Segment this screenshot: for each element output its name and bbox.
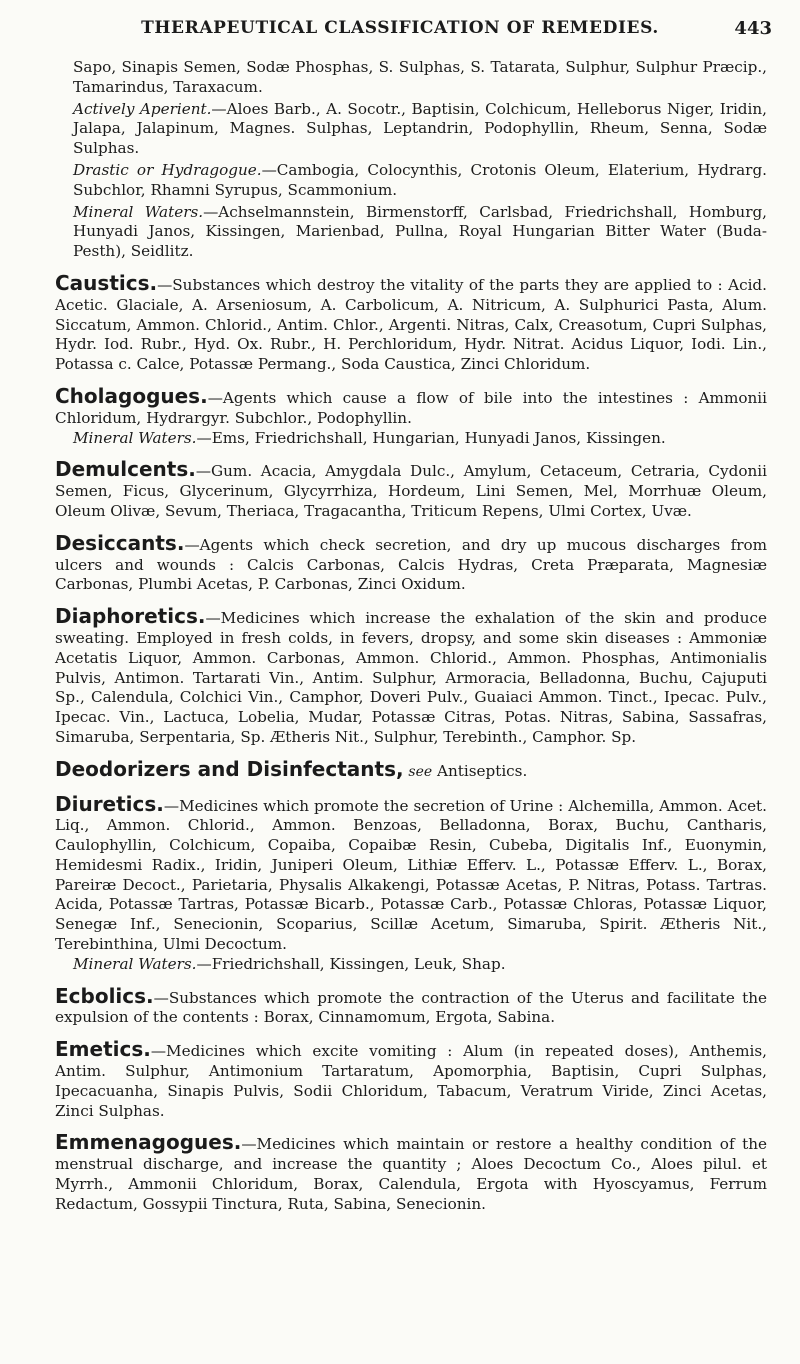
subsection-label: Mineral Waters. <box>73 202 204 221</box>
subsection-label: Mineral Waters. <box>73 954 197 973</box>
body-text <box>55 58 767 1215</box>
continuation-text: Sapo, Sinapis Semen, Sodæ Phosphas, S. Sulphas, S. Tatarata, Sulphur, Sulphur Præcip., Tamarindus, Taraxacum. <box>73 58 767 96</box>
entry-heading: Diuretics. <box>55 791 164 816</box>
subsection-text: —Achselmannstein, Birmenstorff, Carlsbad, Friedrichshall, Homburg, Hunyadi Janos, Kissingen, Marienbad, Pullna, Royal Hungarian Bitter Water (Buda-Pesth), Seidlitz. <box>73 202 768 261</box>
entry-caustics <box>55 270 767 375</box>
subsection-label: Actively Aperient. <box>73 99 212 118</box>
subsection-text: —Cambogia, Colocynthis, Crotonis Oleum, Elaterium, Hydrarg. Subchlor, Rhamni Syrupus, Scammonium. <box>73 160 767 199</box>
cross-reference-link: Antiseptics. <box>437 761 528 780</box>
entry-text: —Medicines which maintain or restore a healthy condition of the menstrual discharge, and increase the quantity ; Aloes Decoctum Co., Aloes pilul. et Myrrh., Ammonii Chloridum, Borax, Calendula, Ergota with Hyoscyamus, Ferrum Redactum, Gossypii Tinctura, Ruta, Sabina, Senecionin. <box>55 1135 767 1213</box>
entry-paragraph <box>55 756 767 783</box>
entry-text: —Agents which check secretion, and dry up mucous discharges from ulcers and wounds : Calcis Carbonas, Calcis Hydras, Creta Præparata, Magnesiæ Carbonas, Plumbi Acetas, P. Carbonas, Zinci Oxidum. <box>55 535 767 594</box>
entry-emmenagogues <box>55 1130 767 1214</box>
entry-diuretics <box>55 791 767 975</box>
entry-text: —Medicines which increase the exhalation of the skin and produce sweating. Employed in fresh colds, in fevers, dropsy, and some skin diseases : Ammoniæ Acetatis Liquor, Ammon. Carbonas, Ammon. Chlorid., Ammon. Phosphas, Antimonialis Pulvis, Antimon. Tartarati Vin., Antim. Sulphur, Armoracia, Belladonna, Buchu, Cajuputi Sp., Calendula, Colchici Vin., Camphor, Doveri Pulv., Guaiaci Ammon. Tinct., Ipecac. Pulv., Ipecac. Vin., Lactuca, Lobelia, Mudar, Potassæ Citras, Potas. Nitras, Sabina, Sassafras, Simaruba, Serpentaria, Sp. Ætheris Nit., Sulphur, Terebinth., Camphor. Sp. <box>55 609 767 746</box>
entry-paragraph <box>55 457 767 521</box>
subsection-text: —Friedrichshall, Kissingen, Leuk, Shap. <box>196 954 506 973</box>
entry-text: —Medicines which promote the secretion of Urine : Alchemilla, Ammon. Acet. Liq., Ammon. Chlorid., Ammon. Benzoas, Belladonna, Borax, Buchu, Cantharis, Caulophyllin, Colchicum, Copaiba, Copaibæ Resin, Cubeba, Digitalis Inf., Euonymin, Hemidesmi Radix., Iridin, Juniperi Oleum, Lithiæ Efferv. L., Potassæ Efferv. L., Borax, Pareiræ Decoct., Parietaria, Physalis Alkakengi, Potassæ Acetas, P. Nitras, Potass. Tartras. Acida, Potassæ Tartras, Potassæ Bicarb., Potassæ Carb., Potassæ Chloras, Potassæ Liquor, Senegæ Inf., Senecionin, Scoparius, Scillæ Acetum, Simaruba, Spirit. Ætheris Nit., Terebinthina, Ulmi Decoctum. <box>55 796 767 954</box>
entry-heading: Desiccants. <box>55 530 185 555</box>
entry-subsection <box>55 955 767 975</box>
entry-heading: Emmenagogues. <box>55 1130 242 1155</box>
entry-paragraph <box>55 983 767 1029</box>
entry-ecbolics <box>55 983 767 1029</box>
entry-desiccants <box>55 530 767 595</box>
entry-text: —Medicines which excite vomiting : Alum (in repeated doses), Anthemis, Antim. Sulphur, Antimonium Tartaratum, Apomorphia, Baptisin, Cupri Sulphas, Ipecacuanha, Sinapis Pulvis, Sodii Chloridum, Tabacum, Veratrum Viride, Zinci Acetas, Zinci Sulphas. <box>55 1042 767 1120</box>
entry-diaphoretics <box>55 604 767 748</box>
subsection-drastic <box>55 161 767 201</box>
running-title: THERAPEUTICAL CLASSIFICATION OF REMEDIES. <box>141 18 659 38</box>
entry-text: —Gum. Acacia, Amygdala Dulc., Amylum, Cetaceum, Cetraria, Cydonii Semen, Ficus, Glycerinum, Glycyrrhiza, Hordeum, Lini Semen, Mel, Morrhuæ Oleum, Oleum Olivæ, Sevum, Theriaca, Tragacantha, Triticum Repens, Ulmi Cortex, Uvæ. <box>55 462 767 520</box>
entry-paragraph <box>55 530 767 595</box>
subsection-mineral-waters <box>55 203 767 262</box>
entry-heading: Demulcents. <box>55 457 196 482</box>
entry-heading: Cholagogues. <box>55 383 208 408</box>
subsection-text: —Ems, Friedrichshall, Hungarian, Hunyadi Janos, Kissingen. <box>196 428 666 447</box>
entry-text: —Agents which cause a flow of bile into the intestines : Ammonii Chloridum, Hydrargyr. Subchlor., Podophyllin. <box>55 388 767 427</box>
entry-text: —Substances which destroy the vitality of the parts they are applied to : Acid. Acetic. Glaciale, A. Arseniosum, A. Carbolicum, A. Nitricum, A. Sulphurici Pasta, Alum. Siccatum, Ammon. Chlorid., Antim. Chlor., Argenti. Nitras, Calx, Creasotum, Cupri Sulphas, Hydr. Iod. Rubr., Hyd. Ox. Rubr., H. Perchloridum, Hydr. Nitrat. Acidus Liquor, Iodi. Lin., Potassa c. Calce, Potassæ Permang., Soda Caustica, Zinci Chloridum. <box>55 275 767 374</box>
entry-paragraph <box>55 383 767 429</box>
entry-heading: Deodorizers and Disinfectants, <box>55 756 404 781</box>
entry-heading: Caustics. <box>55 270 158 295</box>
entry-cholagogues <box>55 383 767 448</box>
entry-text: —Substances which promote the contraction of the Uterus and facilitate the expulsion of the contents : Borax, Cinnamomum, Ergota, Sabina. <box>55 988 767 1027</box>
entry-heading: Emetics. <box>55 1037 151 1062</box>
subsection-text: —Aloes Barb., A. Socotr., Baptisin, Colchicum, Helleborus Niger, Iridin, Jalapa, Jalapinum, Magnes. Sulphas, Leptandrin, Podophyllin, Rheum, Senna, Sodæ Sulphas. <box>73 99 767 158</box>
see-word: see <box>408 763 433 780</box>
subsection-label: Drastic or Hydragogue. <box>73 160 262 179</box>
continuation-paragraph <box>55 58 767 98</box>
entry-subsection <box>55 429 767 449</box>
entry-deodorizers <box>55 756 767 783</box>
entry-paragraph <box>55 791 767 955</box>
page-number: 443 <box>734 18 772 39</box>
entry-heading: Diaphoretics. <box>55 604 206 629</box>
entry-paragraph <box>55 604 767 748</box>
subsection-label: Mineral Waters. <box>73 428 197 447</box>
entry-paragraph <box>55 270 767 375</box>
subsection-actively-aperient <box>55 100 767 159</box>
entry-paragraph <box>55 1037 767 1121</box>
entry-heading: Ecbolics. <box>55 983 154 1008</box>
entry-emetics <box>55 1037 767 1121</box>
running-header <box>0 14 800 44</box>
entry-demulcents <box>55 457 767 521</box>
entry-paragraph <box>55 1130 767 1214</box>
